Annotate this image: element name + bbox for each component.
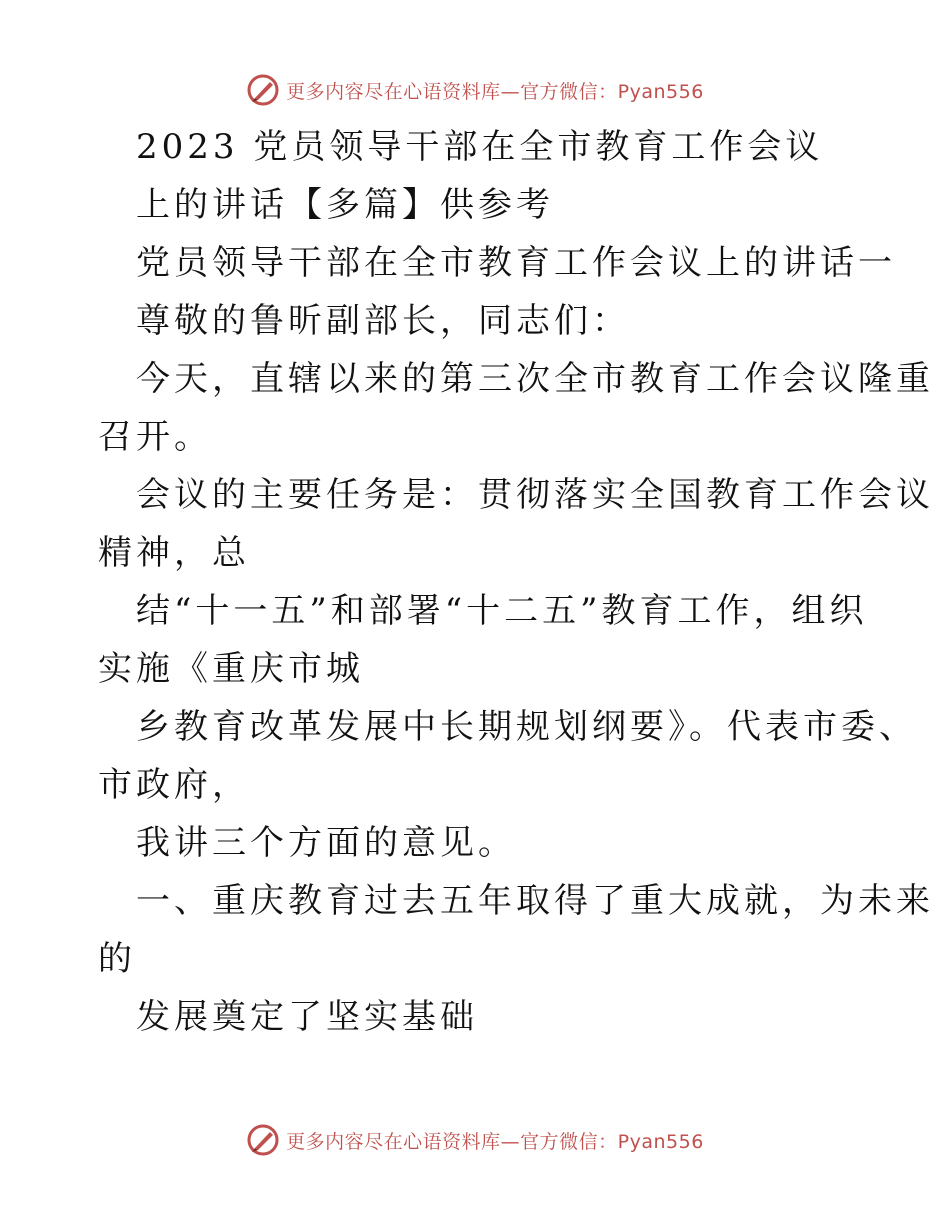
text-line: 我讲三个方面的意见。 <box>136 823 516 863</box>
text-line: 会议的主要任务是：贯彻落实全国教育工作会议 <box>136 475 934 515</box>
text-line: 尊敬的鲁昕副部长，同志们： <box>136 301 630 341</box>
text-line: 党员领导干部在全市教育工作会议上的讲话一 <box>136 243 896 283</box>
text-line: 2023 党员领导干部在全市教育工作会议 <box>136 127 824 167</box>
watermark-text: 更多内容尽在心语资料库—官方微信：Pyan556 <box>286 80 704 103</box>
text-line: 一、重庆教育过去五年取得了重大成就，为未来 <box>136 881 934 921</box>
text-line: 今天，直辖以来的第三次全市教育工作会议隆重 <box>136 359 934 399</box>
text-line: 乡教育改革发展中长期规划纲要》。代表市委、 <box>136 707 917 747</box>
text-line: 召开。 <box>98 417 212 457</box>
text-line: 发展奠定了坚实基础 <box>136 997 478 1037</box>
text-line: 市政府， <box>98 765 250 805</box>
text-line: 结“十一五”和部署“十二五”教育工作，组织 <box>136 591 868 631</box>
pen-logo-icon <box>246 73 280 107</box>
text-line: 上的讲话【多篇】供参考 <box>136 185 554 225</box>
text-line: 的 <box>98 939 136 979</box>
watermark-header <box>0 70 950 110</box>
pen-logo-icon <box>246 1123 280 1157</box>
document-body <box>98 118 934 1046</box>
watermark-text: 更多内容尽在心语资料库—官方微信：Pyan556 <box>286 1130 704 1153</box>
watermark-footer <box>0 1120 950 1160</box>
text-line: 精神，总 <box>98 533 250 573</box>
text-line: 实施《重庆市城 <box>98 649 364 689</box>
